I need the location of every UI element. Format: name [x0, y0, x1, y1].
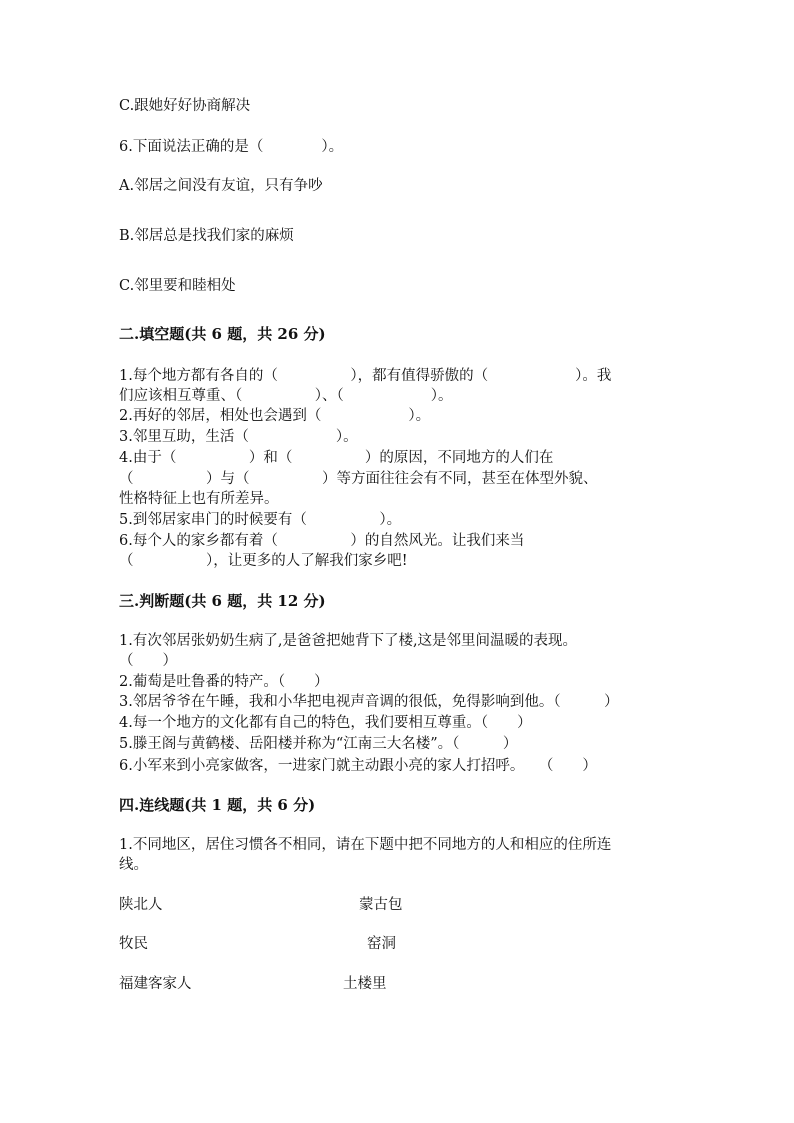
true-false-line: 3.邻居爷爷在午睡，我和小华把电视声音调的很低，免得影响到他。（ ）	[119, 694, 619, 710]
fill-in-line: 1.每个地方都有各自的（ ），都有值得骄傲的（ ）。我	[119, 368, 612, 384]
matching-right-item[interactable]: 土楼里	[343, 976, 387, 992]
true-false-heading: 三.判断题(共 6 题，共 12 分)	[119, 592, 326, 610]
fill-in-line: 3.邻里互助，生活（ ）。	[119, 429, 358, 445]
fill-in-line: 4.由于（ ）和（ ）的原因，不同地方的人们在	[119, 450, 554, 466]
fill-in-line: 2.再好的邻居，相处也会遇到（ ）。	[119, 408, 431, 424]
fill-in-line: （ ），让更多的人了解我们家乡吧!	[119, 553, 408, 569]
q6-option-a: A.邻居之间没有友谊，只有争吵	[119, 178, 323, 194]
true-false-line: （ ）	[119, 653, 177, 669]
matching-heading: 四.连线题(共 1 题，共 6 分)	[119, 796, 316, 814]
matching-left-item[interactable]: 牧民	[119, 936, 148, 952]
matching-stem: 1.不同地区，居住习惯各不相同，请在下题中把不同地方的人和相应的住所连	[119, 837, 612, 853]
fill-in-line: 6.每个人的家乡都有着（ ）的自然风光。让我们来当	[119, 533, 525, 549]
fill-in-line: 5.到邻居家串门的时候要有（ ）。	[119, 512, 402, 528]
fill-in-line: （ ）与（ ）等方面往往会有不同，甚至在体型外貌、	[119, 471, 598, 487]
true-false-line: 6.小军来到小亮家做客，一进家门就主动跟小亮的家人打招呼。 （ ）	[119, 758, 597, 774]
fill-in-line: 性格特征上也有所差异。	[119, 491, 279, 507]
q6-stem: 6.下面说法正确的是（ ）。	[119, 139, 344, 155]
matching-left-item[interactable]: 陕北人	[119, 897, 163, 913]
true-false-line: 5.滕王阁与黄鹤楼、岳阳楼并称为“江南三大名楼”。（ ）	[119, 736, 518, 752]
matching-right-item[interactable]: 窑洞	[367, 936, 396, 952]
fill-in-line: 们应该相互尊重、（ ）、（ ）。	[119, 388, 453, 404]
true-false-line: 1.有次邻居张奶奶生病了,是爸爸把她背下了楼,这是邻里间温暖的表现。	[119, 633, 578, 649]
q5-option-c: C.跟她好好协商解决	[119, 98, 251, 114]
q6-option-c: C.邻里要和睦相处	[119, 278, 236, 294]
matching-stem: 线。	[119, 857, 148, 873]
true-false-line: 4.每一个地方的文化都有自己的特色，我们要相互尊重。（ ）	[119, 715, 532, 731]
true-false-line: 2.葡萄是吐鲁番的特产。（ ）	[119, 674, 329, 690]
q6-option-b: B.邻居总是找我们家的麻烦	[119, 228, 294, 244]
matching-right-item[interactable]: 蒙古包	[359, 897, 403, 913]
matching-left-item[interactable]: 福建客家人	[119, 976, 192, 992]
fill-in-heading: 二.填空题(共 6 题，共 26 分)	[119, 325, 326, 343]
